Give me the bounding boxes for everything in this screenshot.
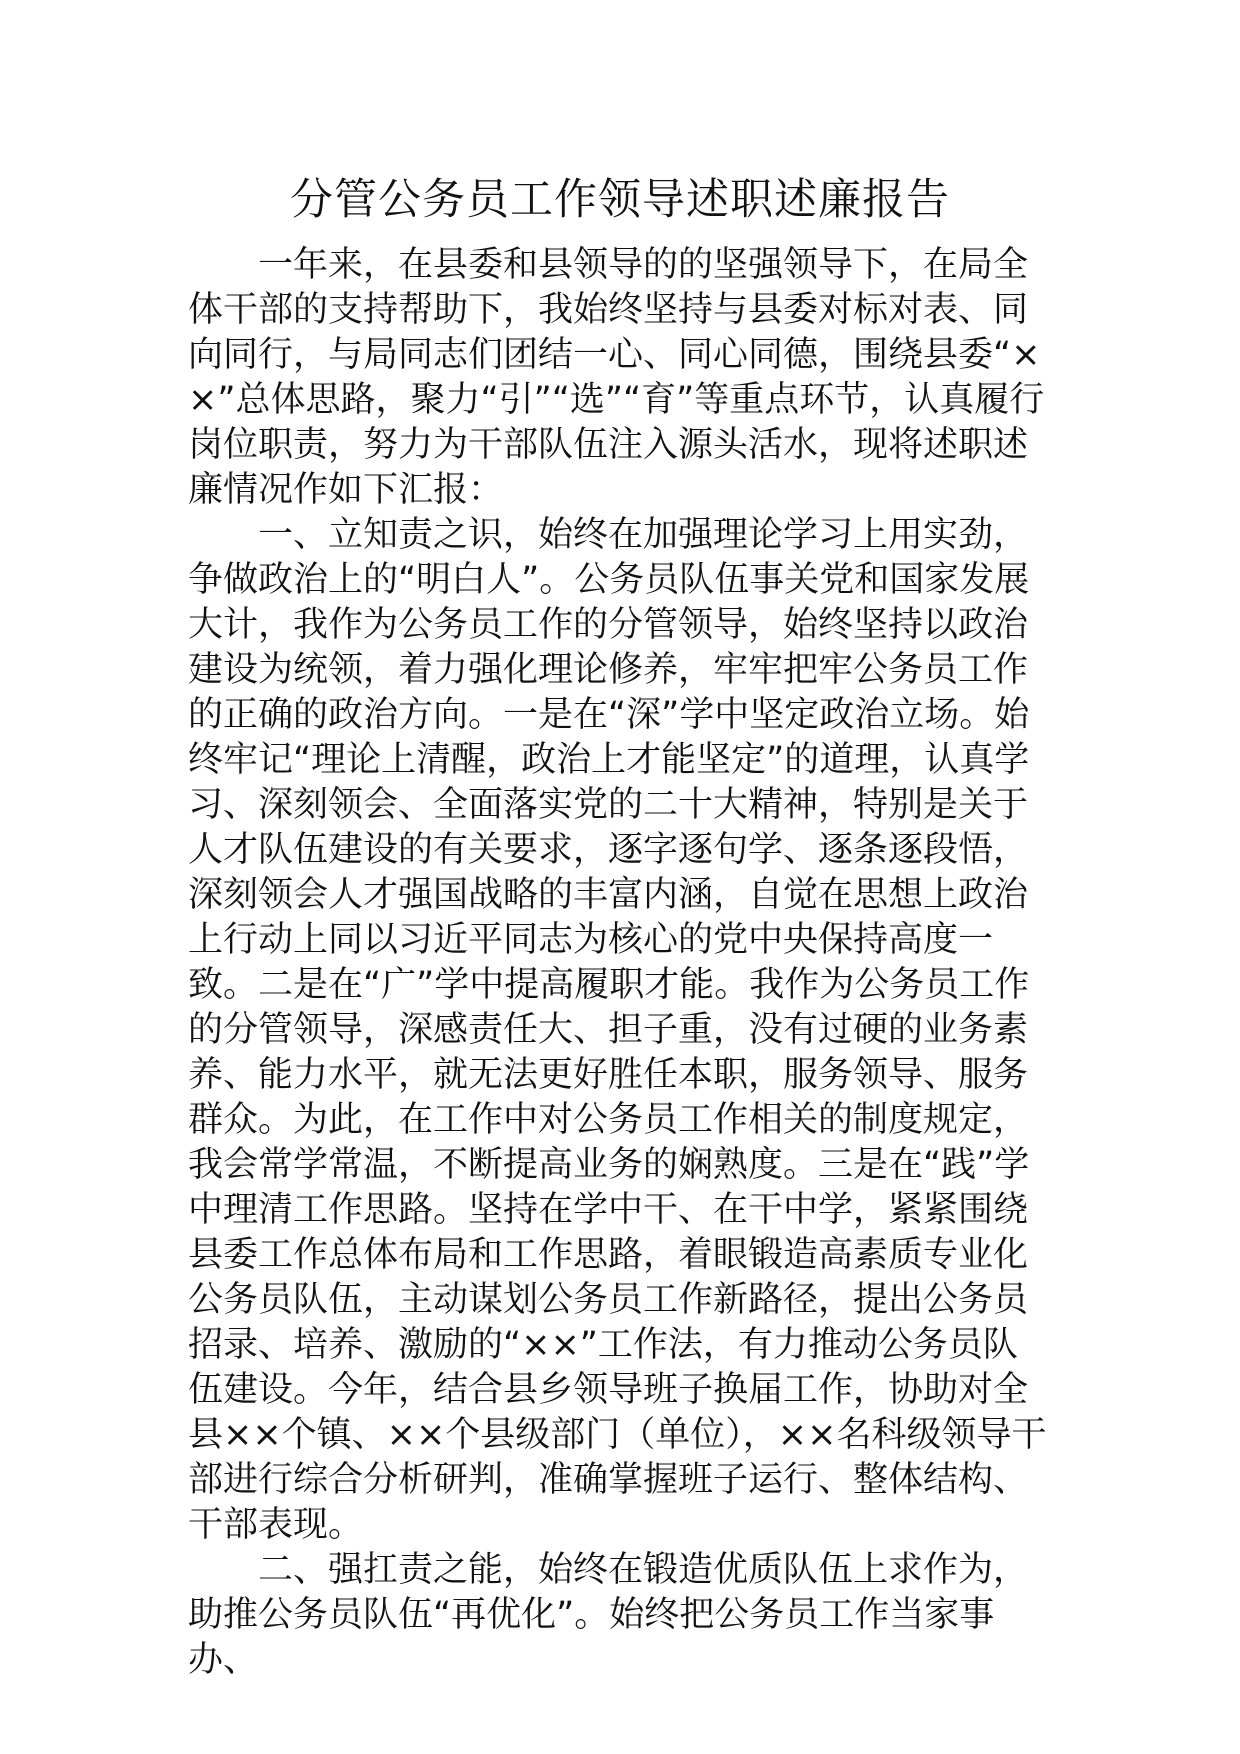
paragraph-section-two: 二、强扛责之能，始终在锻造优质队伍上求作为，助推公务员队伍“再优化”。始终把公务员工作当家事办、 — [188, 1550, 1029, 1680]
paragraph-intro: 一年来，在县委和县领导的的坚强领导下，在局全体干部的支持帮助下，我始终坚持与县委对标对表、同向同行，与局同志们团结一心、同心同德，围绕县委“××”总体思路，聚力“引”“选”“育”等重点环节，认真履行岗位职责，努力为干部队伍注入源头活水，现将述职述廉情况作如下汇报： — [188, 245, 1045, 510]
document-title: 分管公务员工作领导述职述廉报告 — [290, 175, 950, 225]
paragraph-section-one: 一、立知责之识，始终在加强理论学习上用实劲，争做政治上的“明白人”。公务员队伍事关党和国家发展大计，我作为公务员工作的分管领导，始终坚持以政治建设为统领，着力强化理论修养，牢牢把牢公务员工作的正确的政治方向。一是在“深”学中坚定政治立场。始终牢记“理论上清醒，政治上才能坚定”的道理，认真学习、深刻领会、全面落实党的二十大精神，特别是关于人才队伍建设的有关要求，逐字逐句学、逐条逐段悟，深刻领会人才强国战略的丰富内涵，自觉在思想上政治上行动上同以习近平同志为核心的党中央保持高度一致。二是在“广”学中提高履职才能。我作为公务员工作的分管领导，深感责任大、担子重，没有过硬的业务素养、能力水平，就无法更好胜任本职，服务领导、服务群众。为此，在工作中对公务员工作相关的制度规定，我会常学常温，不断提高业务的娴熟度。三是在“践”学中理清工作思路。坚持在学中干、在干中学，紧紧围绕县委工作总体布局和工作思路，着眼锻造高素质专业化公务员队伍，主动谋划公务员工作新路径，提出公务员招录、培养、激励的“××”工作法，有力推动公务员队伍建设。今年，结合县乡领导班子换届工作，协助对全县××个镇、××个县级部门（单位），××名科级领导干部进行综合分析研判，准确掌握班子运行、整体结构、干部表现。 — [188, 515, 1047, 1545]
document-body — [188, 243, 1048, 1683]
